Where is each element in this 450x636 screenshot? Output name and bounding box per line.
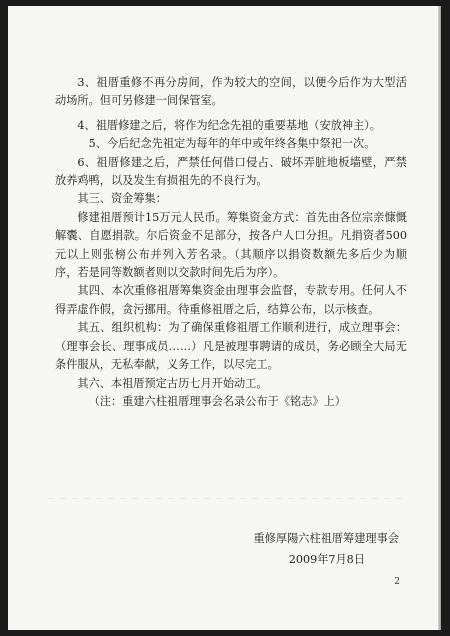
signature-block (254, 529, 399, 569)
section-6-paragraph: 其六、本祖厝预定古历七月开始动工。 (77, 376, 268, 390)
signature-organization: 重修厚陽六柱祖厝筹建理事会 (253, 532, 399, 545)
item-4-paragraph: 4、祖厝修建之后，将作为纪念先祖的重要基地（安放神主）。 (77, 118, 381, 132)
signature-date: 2009年7月8日 (288, 553, 365, 566)
item-6-paragraph: 6、祖厝修建之后，严禁任何借口侵占、破坏弄脏地板墙壁，严禁放养鸡鸭，以及发生有损祖先的不良行为。 (55, 155, 407, 188)
item-3-paragraph: 3、祖厝重修不再分房间，作为较大的空间，以便今后作为大型活动场所。但可另修建一间保管室。 (55, 76, 407, 108)
body-text (55, 74, 407, 411)
item-5-paragraph: 5、今后纪念先祖定为每年的年中或年终各集中祭祀一次。 (88, 137, 376, 151)
bleed-through-rule (48, 498, 408, 499)
funding-paragraph: 修建祖厝预计15万元人民币。筹集资金方式：首先由各位宗亲慷慨解囊、自愿捐款。尔后资金不足部分，按各户人口分担。凡捐资者500元以上则张榜公布并列入芳名录。（其顺序以捐资数额先多后少为顺序，若是同等数额者则以交款时间先后为序）。 (55, 210, 407, 280)
section-5-paragraph: 其五、组织机构：为了确保重修祖厝工作顺利进行，成立理事会：（理事会长、理事成员……）凡是被理事聘请的成员，务必顾全大局无条件服从，无私奉献，义务工作，以尽完工。 (55, 321, 407, 372)
page-number: 2 (394, 577, 400, 587)
note-paragraph: （注：重建六柱祖厝理事会名录公布于《铭志》上） (88, 394, 346, 408)
page-spine-shadow (438, 6, 441, 630)
section-3-heading: 其三、资金筹集： (77, 192, 167, 206)
section-4-paragraph: 其四、本次重修祖厝筹集资金由理事会监督，专款专用。任何人不得弄虚作假，贪污挪用。待重修祖厝之后，结算公布，以示核查。 (55, 284, 407, 316)
document-page (8, 6, 441, 630)
